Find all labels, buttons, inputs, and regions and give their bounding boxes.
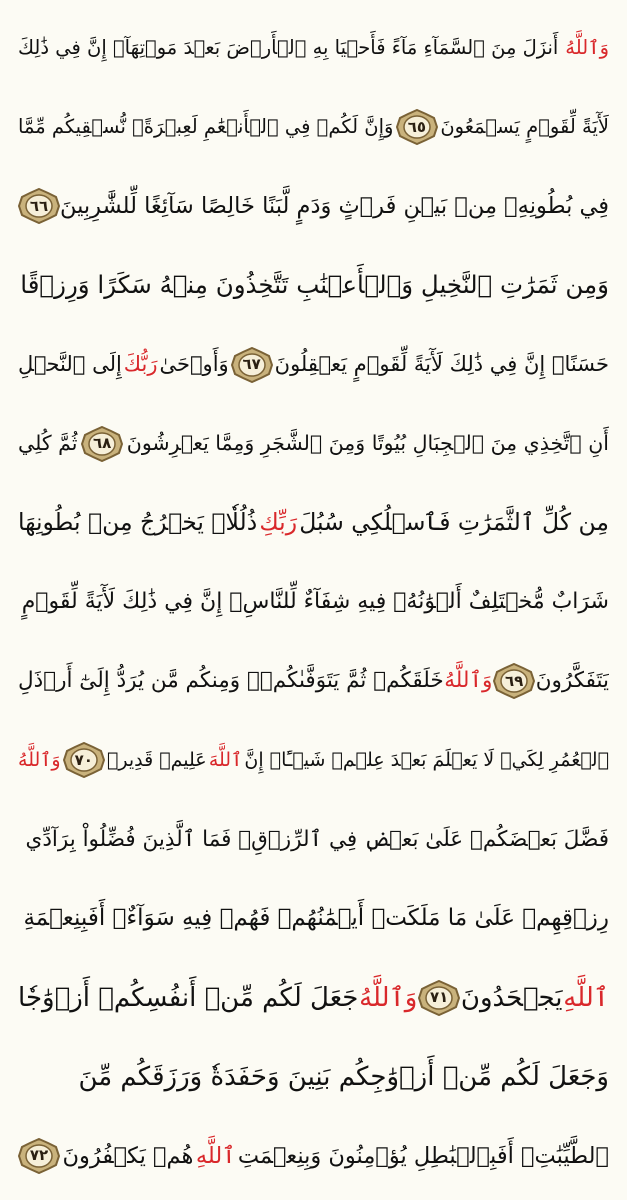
divine-name-text: رَبُّكَ <box>123 352 158 377</box>
divine-name-text: رَبِّكِ <box>259 508 298 537</box>
ayah-number: ٧١ <box>429 988 449 1007</box>
ayah-number: ٦٨ <box>92 434 112 453</box>
verse-text: ٱلطَّيِّبَٰتِۚ أَفَبِٱلۡبَٰطِلِ يُؤۡمِنُونَ وَبِنِعۡمَتِ <box>237 1142 609 1169</box>
ayah-end-marker <box>493 663 535 699</box>
text-line <box>18 489 609 557</box>
verse-text: رِزۡقِهِمۡ عَلَىٰ مَا مَلَكَتۡ أَيۡمَٰنُهُمۡ فَهُمۡ فِيهِ سَوَآءٌۚ أَفَبِنِعۡمَةِ <box>23 905 609 932</box>
divine-name-text: وَٱللَّهُ <box>359 982 418 1013</box>
verse-text: وَأَوۡحَىٰ <box>159 352 229 377</box>
ayah-number: ٦٦ <box>29 196 49 215</box>
divine-name-text: ٱللَّهَ <box>208 748 243 771</box>
ayah-end-marker <box>18 188 60 224</box>
text-line <box>18 93 609 161</box>
divine-name-text: وَٱللَّهُ <box>444 668 493 694</box>
divine-name-text: ٱللَّهِ <box>563 982 609 1013</box>
verse-text: لَأٓيَةً لِّقَوۡمٍ يَسۡمَعُونَ <box>440 115 609 139</box>
verse-text: عَلِيمٞ قَدِيرٞ <box>106 748 207 771</box>
ayah-number: ٧٠ <box>74 750 93 769</box>
text-line <box>18 1043 609 1111</box>
text-line <box>18 14 609 82</box>
ayah-number: ٦٥ <box>407 117 427 136</box>
text-line <box>18 885 609 953</box>
ayah-end-marker <box>63 742 105 778</box>
verse-text: وَإِنَّ لَكُمۡ فِي ٱلۡأَنۡعَٰمِ لَعِبۡرَةًۖ نُّسۡقِيكُم مِّمَّا <box>18 115 394 139</box>
verse-text: ثُمَّ كُلِي <box>18 431 78 456</box>
text-line <box>18 331 609 399</box>
verse-text: فَضَّلَ بَعۡضَكُمۡ عَلَىٰ بَعۡضٖ فِي ٱلرِّزۡقِۚ فَمَا ٱلَّذِينَ فُضِّلُواْ بِرَآدِّي <box>25 826 609 852</box>
text-line <box>18 805 609 873</box>
ayah-end-marker <box>418 980 460 1016</box>
verse-text: هُمۡ يَكۡفُرُونَ <box>62 1142 194 1169</box>
text-line <box>18 410 609 478</box>
verse-text: يَجۡحَدُونَ <box>460 982 563 1013</box>
ayah-end-marker <box>396 109 438 145</box>
ayah-number: ٦٧ <box>242 355 261 374</box>
verse-text: إِلَى ٱلنَّحۡلِ <box>18 352 122 377</box>
verse-text: فِي بُطُونِهِۦ مِنۢ بَيۡنِ فَرۡثٍ وَدَمٍ لَّبَنًا خَالِصًا سَآئِغًا لِّلشَّٰرِبِينَ <box>59 193 609 220</box>
text-line <box>18 251 609 319</box>
ayah-number: ٧٢ <box>29 1146 49 1165</box>
verse-text: ٱلۡعُمُرِ لِكَيۡ لَا يَعۡلَمَ بَعۡدَ عِلۡمٖ شَيۡـًٔاۚ إِنَّ <box>244 748 609 771</box>
ayah-end-marker <box>81 426 123 462</box>
text-line <box>18 568 609 636</box>
ayah-end-marker <box>18 1138 60 1174</box>
divine-name-text: ٱللَّهِ <box>195 1142 236 1169</box>
verse-text: خَلَقَكُمۡ ثُمَّ يَتَوَفَّىٰكُمۡۚ وَمِنكُم مَّن يُرَدُّ إِلَىٰٓ أَرۡذَلِ <box>18 668 444 694</box>
verse-text: وَجَعَلَ لَكُم مِّنۡ أَزۡوَٰجِكُم بَنِينَ وَحَفَدَةٗ وَرَزَقَكُم مِّنَ <box>78 1061 609 1092</box>
verse-text: ذُلُلٗاۚ يَخۡرُجُ مِنۢ بُطُونِهَا <box>18 508 258 537</box>
verse-text: وَمِن ثَمَرَٰتِ ٱلنَّخِيلِ وَٱلۡأَعۡنَٰبِ تَتَّخِذُونَ مِنۡهُ سَكَرًا وَرِزۡقًا <box>20 270 609 300</box>
verse-text: جَعَلَ لَكُم مِّنۡ أَنفُسِكُمۡ أَزۡوَٰجٗا <box>18 982 359 1013</box>
verse-text: حَسَنًاۚ إِنَّ فِي ذَٰلِكَ لَأٓيَةً لِّقَوۡمٍ يَعۡقِلُونَ <box>274 352 609 377</box>
text-line <box>18 647 609 715</box>
text-line <box>18 1122 609 1190</box>
text-line <box>18 964 609 1032</box>
verse-text: أَنِ ٱتَّخِذِي مِنَ ٱلۡجِبَالِ بُيُوتًا وَمِنَ ٱلشَّجَرِ وَمِمَّا يَعۡرِشُونَ <box>126 431 609 456</box>
divine-name-text: وَٱللَّهُ <box>565 36 609 60</box>
ayah-end-marker <box>231 347 273 383</box>
text-line <box>18 172 609 240</box>
ayah-number: ٦٩ <box>504 671 524 690</box>
verse-text: يَتَفَكَّرُونَ <box>535 668 609 694</box>
text-line <box>18 726 609 794</box>
verse-text: مِن كُلِّ ٱلثَّمَرَٰتِ فَٱسۡلُكِي سُبُلَ <box>299 508 609 537</box>
verse-text: أَنزَلَ مِنَ ٱلسَّمَآءِ مَآءً فَأَحۡيَا بِهِ ٱلۡأَرۡضَ بَعۡدَ مَوۡتِهَآۚ إِنَّ فِي ذَٰلِكَ <box>18 36 559 60</box>
verse-text: شَرَابٌ مُّخۡتَلِفٌ أَلۡوَٰنُهُۥ فِيهِ شِفَآءٌ لِّلنَّاسِۚ إِنَّ فِي ذَٰلِكَ لَأٓيَةً لِّقَوۡمٍ <box>21 588 609 614</box>
divine-name-text: وَٱللَّهُ <box>18 748 61 771</box>
